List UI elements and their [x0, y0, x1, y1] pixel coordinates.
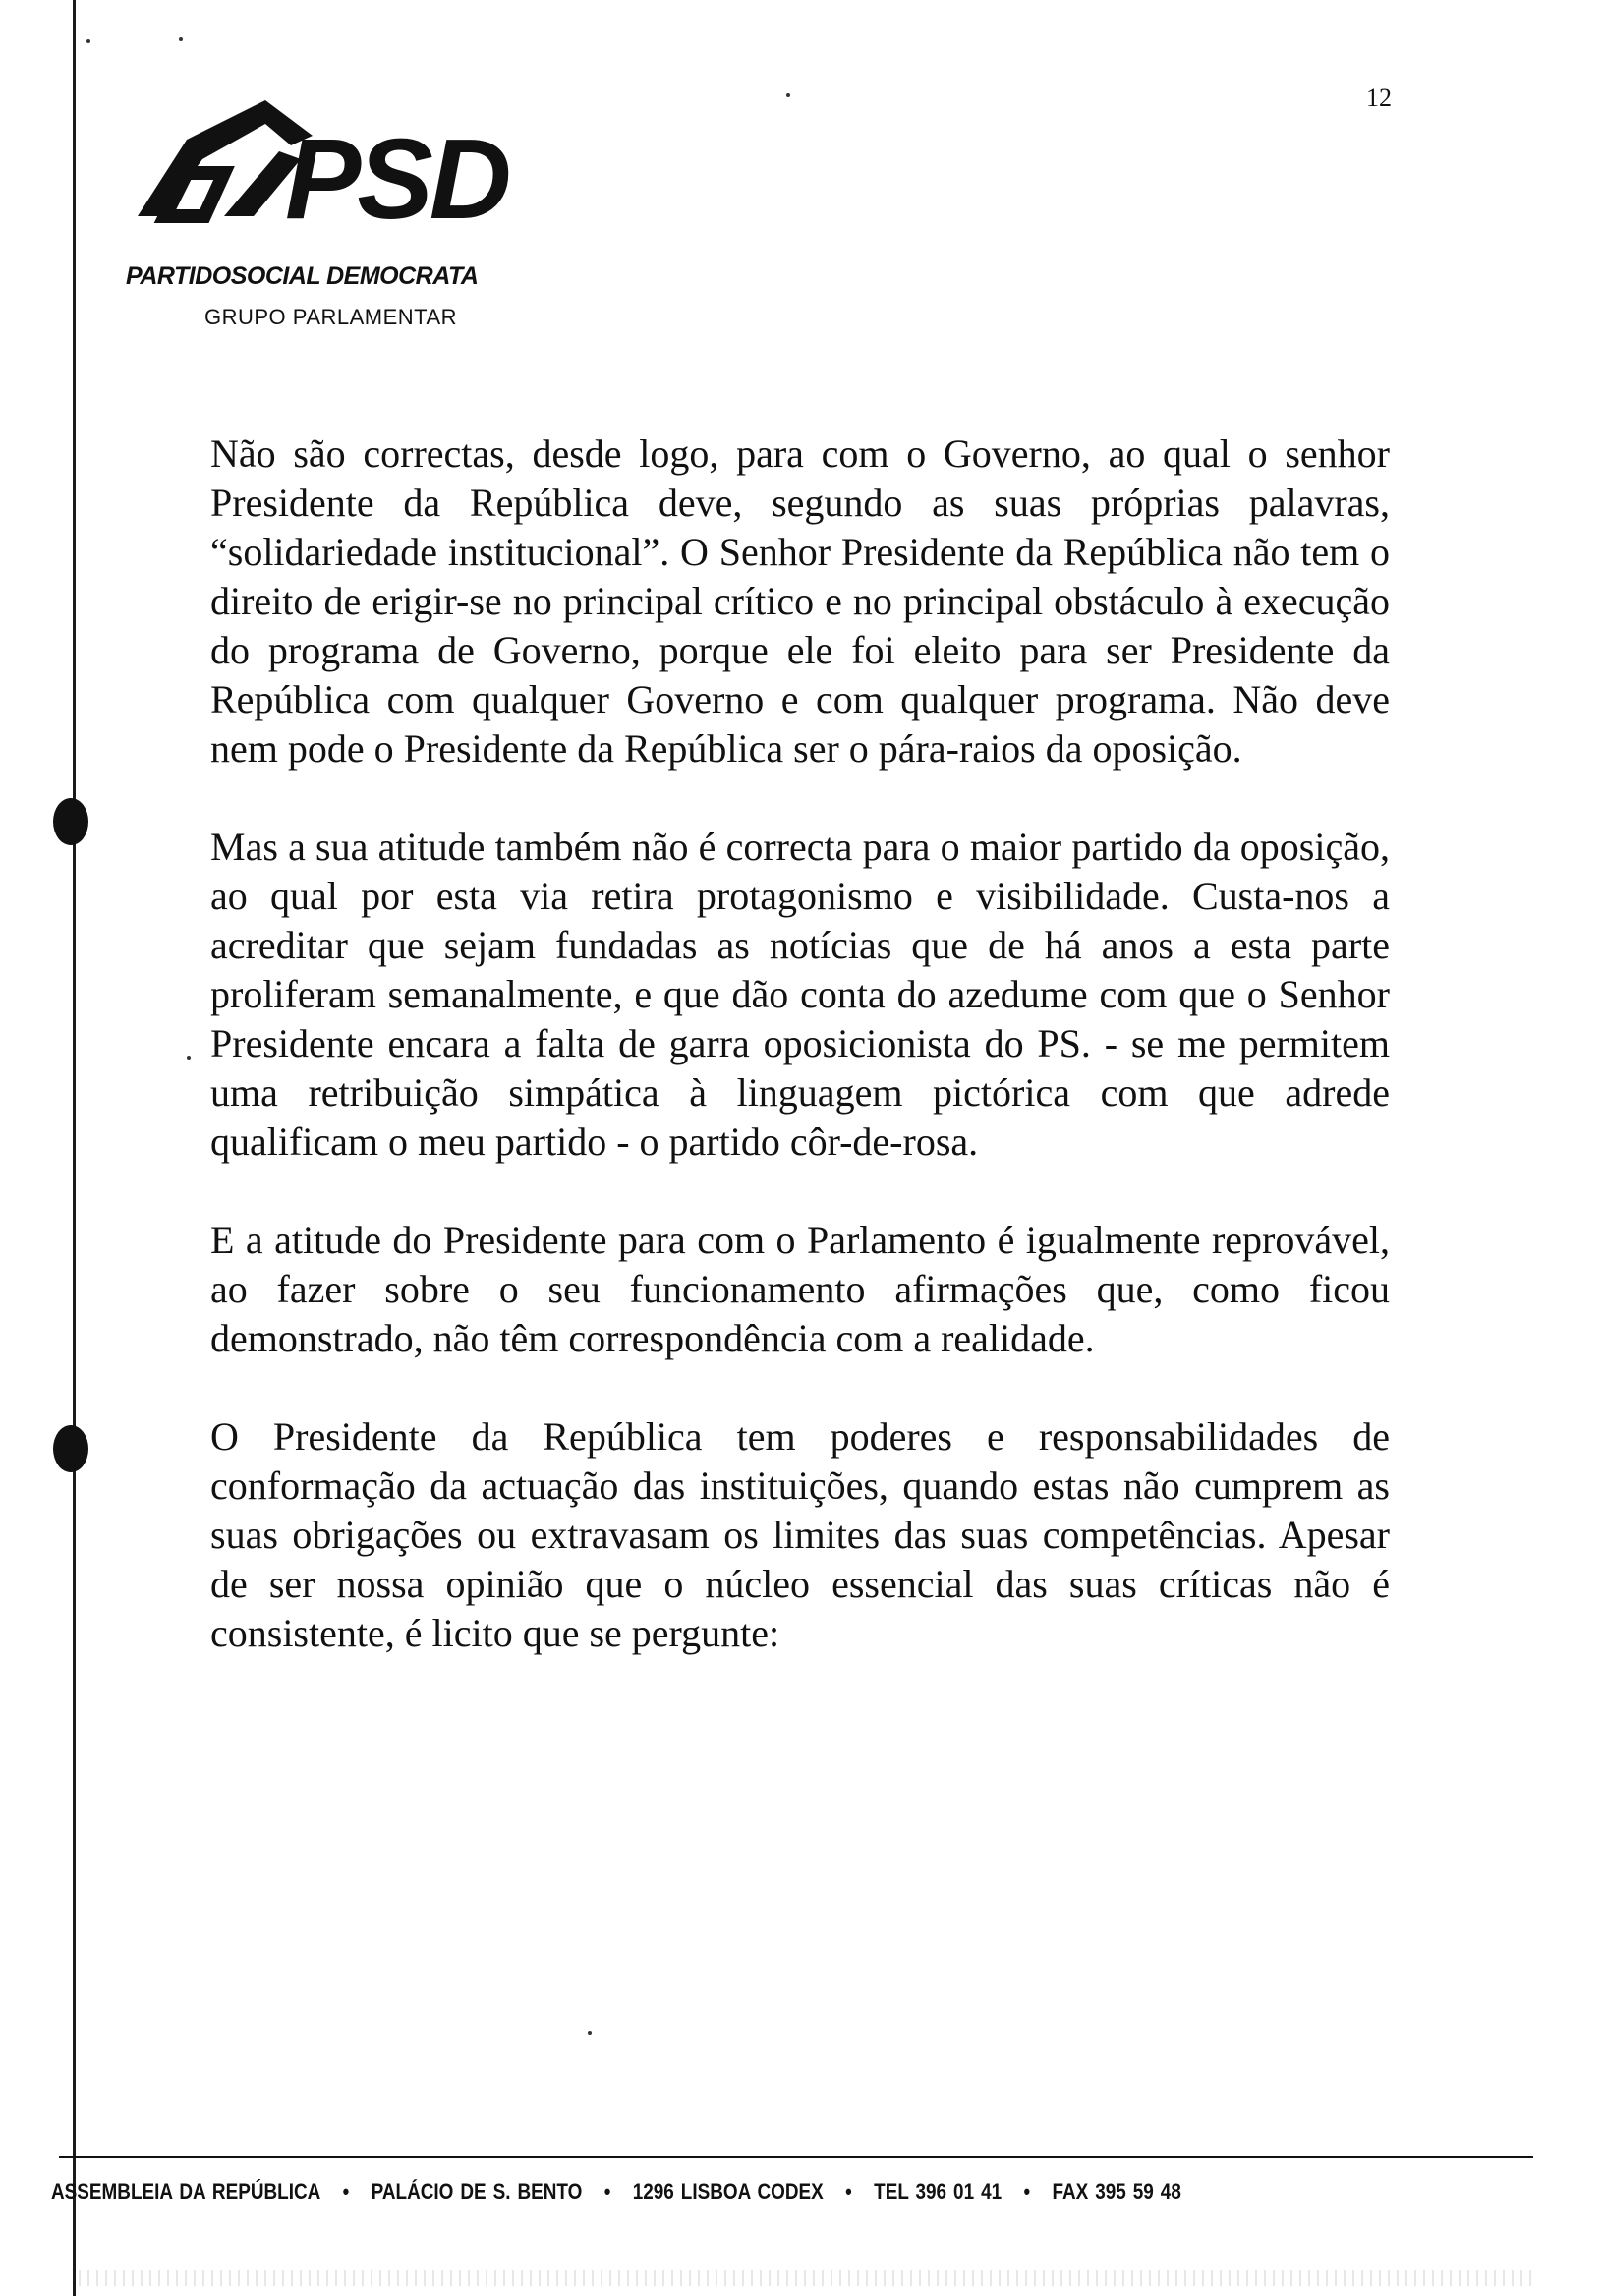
- scan-speck: [179, 37, 183, 41]
- paragraph: Mas a sua atitude também não é correcta para o maior partido da oposição, ao qual por esta via retira protagonismo e visibilidade. Custa-nos a acreditar que sejam fundadas as notícias que de há anos a esta parte proliferam semanalmente, e que dão conta do azedume com que o Senhor Presidente encara a falta de garra oposicionista do PS. - se me permitem uma retribuição simpática à linguagem pictórica com que adrede qualificam o meu partido - o partido côr-de-rosa.: [210, 825, 1390, 1164]
- punch-hole: [53, 1425, 88, 1472]
- paragraph: E a atitude do Presidente para com o Parlamento é igualmente reprovável, ao fazer sobre o seu funcionamento afirmações que, como ficou demonstrado, não têm correspondência com a realidade.: [210, 1218, 1390, 1360]
- psd-logo: [118, 69, 609, 265]
- logo-wordmark: PSD: [285, 115, 508, 243]
- parliamentary-group: GRUPO PARLAMENTAR: [204, 305, 458, 329]
- footer-phone: TEL 396 01 41: [874, 2179, 1002, 2204]
- punch-hole: [53, 798, 88, 845]
- scan-page-edge: [73, 0, 76, 2296]
- page-number: 12: [1366, 84, 1392, 112]
- paragraph: Não são correctas, desde logo, para com o Governo, ao qual o senhor Presidente da República deve, segundo as suas próprias palavras, “solidariedade institucional”. O Senhor Presidente da República não tem o direito de erigir-se no principal crítico e no principal obstáculo à execução do programa de Governo, porque ele foi eleito para ser Presidente da República com qualquer Governo e com qualquer programa. Não deve nem pode o Presidente da República ser o pára-raios da oposição.: [210, 431, 1390, 771]
- footer-divider: [59, 2156, 1533, 2158]
- bullet-separator: •: [845, 2179, 852, 2204]
- scan-noise: [79, 2270, 1533, 2286]
- letterhead: [118, 69, 609, 344]
- scan-speck: [187, 1056, 191, 1060]
- footer-institution: ASSEMBLEIA DA REPÚBLICA: [51, 2179, 321, 2204]
- letterhead-footer: [51, 2178, 1328, 2206]
- bullet-separator: •: [342, 2179, 350, 2204]
- letter-body: [210, 430, 1390, 1658]
- scan-speck: [588, 2031, 592, 2035]
- bullet-separator: •: [603, 2179, 611, 2204]
- scan-speck: [786, 93, 790, 97]
- footer-city: 1296 LISBOA CODEX: [632, 2179, 824, 2204]
- bullet-separator: •: [1023, 2179, 1031, 2204]
- paragraph: O Presidente da República tem poderes e responsabilidades de conformação da actuação das instituições, quando estas não cumprem as suas obrigações ou extravasam os limites das suas competências. Apesar de ser nossa opinião que o núcleo essencial das suas críticas não é consistente, é licito que se pergunte:: [210, 1414, 1390, 1655]
- party-name: PARTIDOSOCIAL DEMOCRATA: [126, 262, 479, 290]
- footer-building: PALÁCIO DE S. BENTO: [371, 2179, 583, 2204]
- scan-speck: [86, 39, 90, 43]
- footer-fax: FAX 395 59 48: [1052, 2179, 1181, 2204]
